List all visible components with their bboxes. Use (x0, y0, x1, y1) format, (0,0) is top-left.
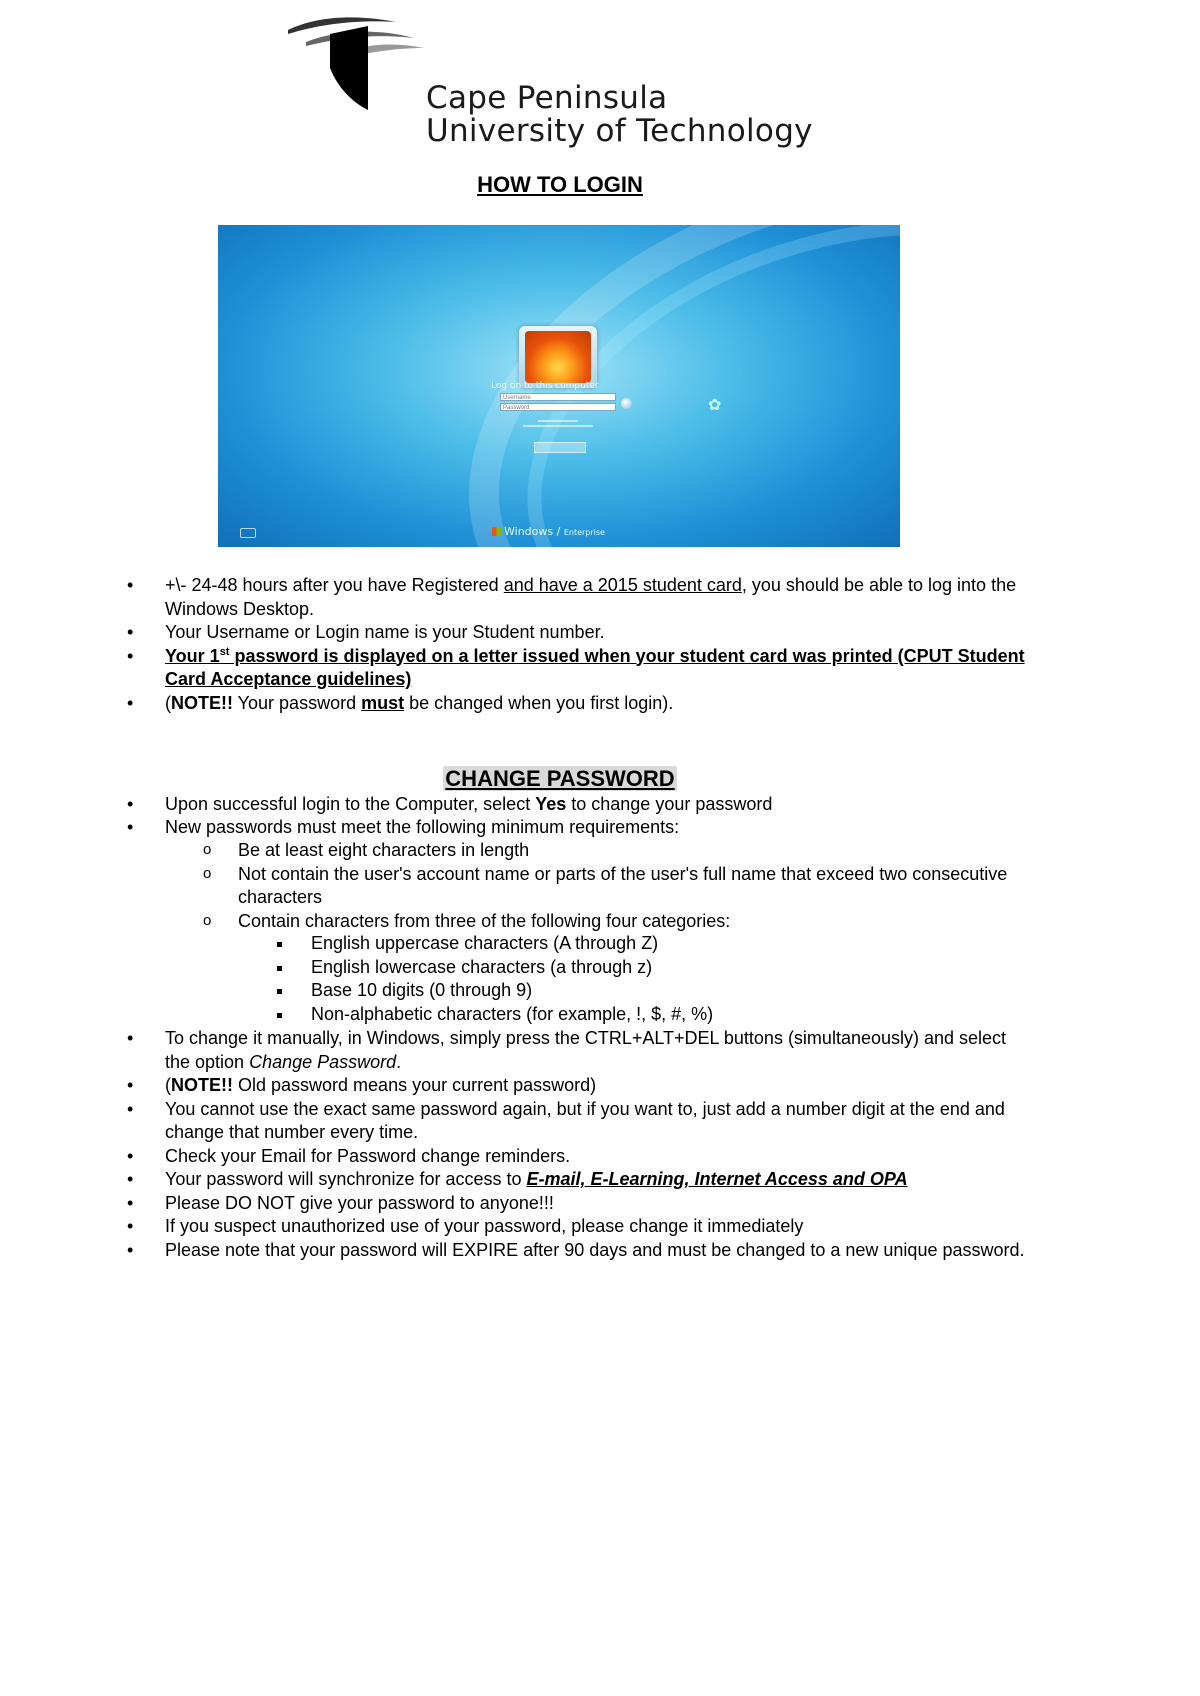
list-item: • To change it manually, in Windows, simply press the CTRL+ALT+DEL buttons (simultaneously) and select the option Change Password. (0, 1027, 1025, 1074)
login-instructions (0, 574, 1025, 715)
windows-brand: Windows (504, 525, 554, 538)
list-item: • You cannot use the exact same password again, but if you want to, just add a number digit at the end and change that number every time. (0, 1098, 1025, 1145)
list-item: o Be at least eight characters in length (0, 839, 1018, 863)
list-item: Non-alphabetic characters (for example, !, $, #, %) (0, 1003, 713, 1027)
logon-prompt: Log on to this computer (491, 381, 599, 391)
heading-change-password: CHANGE PASSWORD (445, 766, 675, 791)
flower-icon (525, 331, 591, 383)
list-item: • Your 1st password is displayed on a letter issued when your student card was printed (CPUT Student Card Acceptance guidelines) (0, 645, 1025, 692)
windows-flag-icon (492, 527, 501, 536)
list-item: • +\- 24-48 hours after you have Registered and have a 2015 student card, you should be able to log into the Windows Desktop. (0, 574, 1025, 621)
list-item: • Your Username or Login name is your Student number. (0, 621, 1025, 645)
list-item: English uppercase characters (A through Z) (0, 932, 713, 956)
cput-logo (286, 12, 846, 152)
password-requirements (0, 839, 1018, 933)
list-item: o Contain characters from three of the following four categories: (0, 910, 1018, 934)
list-item: • Check your Email for Password change reminders. (0, 1145, 1025, 1169)
cput-emblem-icon (286, 12, 426, 112)
windows-branding: Windows / Enterprise (492, 525, 605, 538)
list-item: • Upon successful login to the Computer, select Yes to change your password (0, 793, 1025, 817)
change-password-instructions (0, 793, 1025, 817)
windows-login-screenshot (218, 225, 900, 547)
character-categories (0, 932, 713, 1026)
list-item: • Your password will synchronize for access to E-mail, E-Learning, Internet Access and OPA (0, 1168, 1025, 1192)
list-item: • (NOTE!! Your password must be changed when you first login). (0, 692, 1025, 716)
switch-user-button (534, 442, 586, 453)
user-avatar (519, 326, 597, 388)
access-services-link: E-mail, E-Learning, Internet Access and OPA (526, 1169, 908, 1189)
change-password-instructions (0, 1027, 1025, 1262)
list-item: o Not contain the user's account name or parts of the user's full name that exceed two consecutive characters (0, 863, 1018, 910)
logo-line-1: Cape Peninsula (426, 80, 668, 116)
list-item: • Please DO NOT give your password to anyone!!! (0, 1192, 1025, 1216)
list-item: • New passwords must meet the following minimum requirements: (0, 816, 1025, 840)
logo-wordmark (426, 82, 813, 148)
list-item: • (NOTE!! Old password means your current password) (0, 1074, 1025, 1098)
list-item: • If you suspect unauthorized use of your password, please change it immediately (0, 1215, 1025, 1239)
list-item: Base 10 digits (0 through 9) (0, 979, 713, 1003)
list-item: English lowercase characters (a through z) (0, 956, 713, 980)
password-field: Password (500, 403, 616, 411)
windows-edition: Enterprise (563, 528, 605, 537)
ease-of-access-icon (240, 528, 256, 538)
login-options (518, 417, 598, 431)
list-item: • Please note that your password will EXPIRE after 90 days and must be changed to a new unique password. (0, 1239, 1025, 1263)
change-password-instructions (0, 816, 1025, 840)
logo-line-2: University of Technology (426, 113, 813, 149)
heading-how-to-login: HOW TO LOGIN (477, 172, 643, 197)
arrow-right-icon (621, 398, 632, 409)
username-field: Username (500, 393, 616, 401)
bird-icon: ✿ (708, 397, 722, 414)
